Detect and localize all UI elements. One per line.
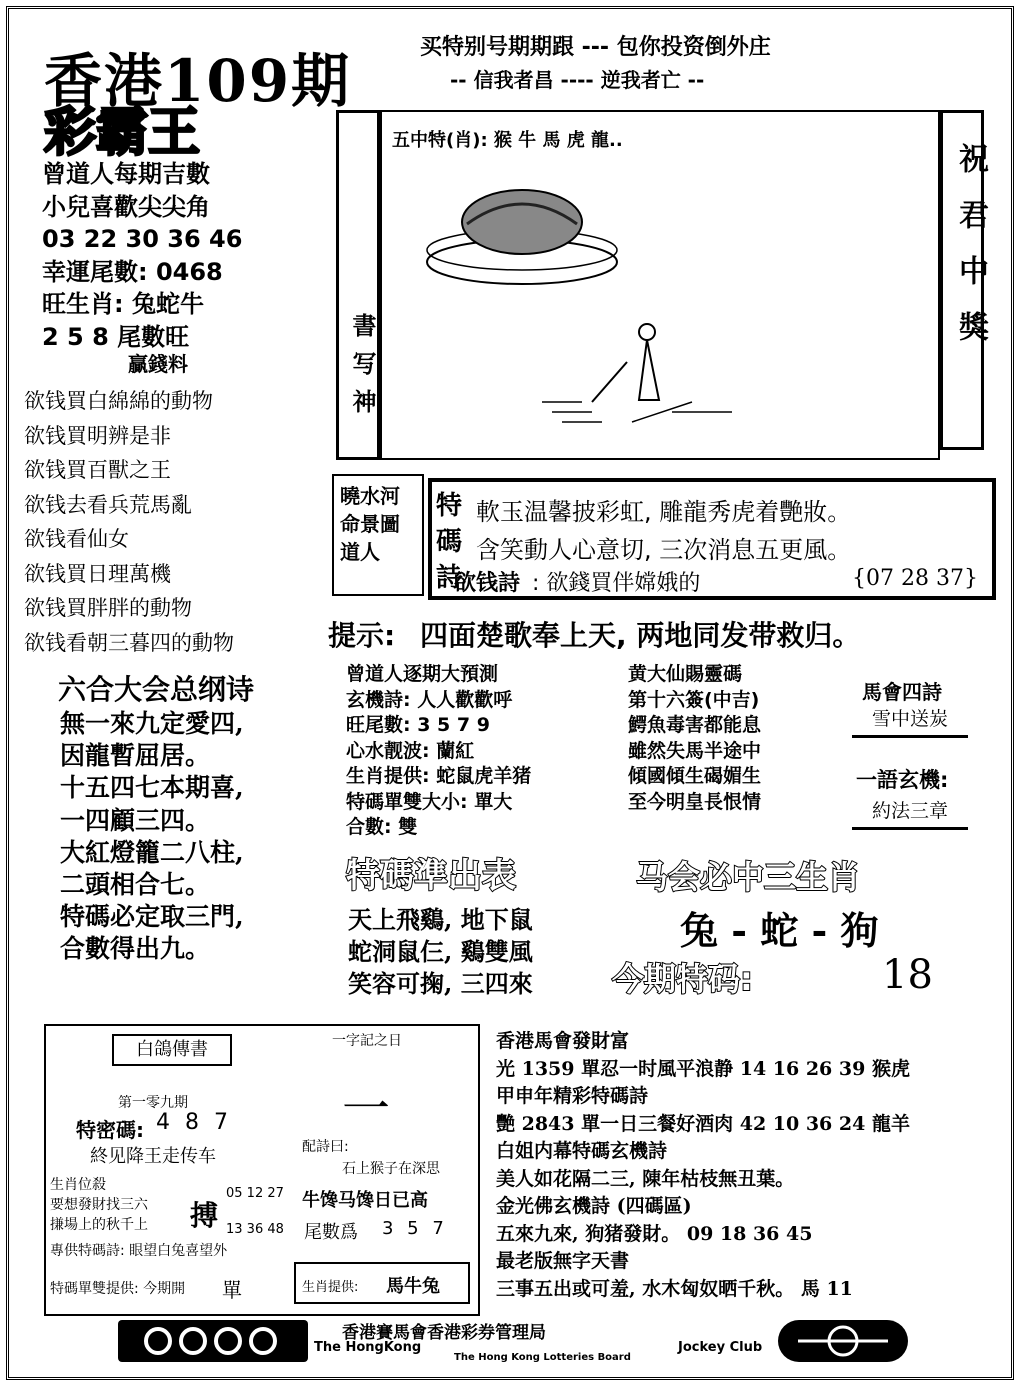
- life-pos-line2: 搛場上的秋千上: [50, 1217, 148, 1233]
- issue-title: 香港109期: [44, 47, 352, 115]
- poem-side-label: 詩: [436, 563, 463, 593]
- footer-en-right: Jockey Club: [678, 1340, 763, 1355]
- win-item: 欲钱買明辨是非: [24, 423, 171, 448]
- summary-poem: [60, 708, 244, 966]
- huang-line: 傾國傾生碣媚生: [628, 765, 762, 787]
- left-vertical-text: 書写神: [348, 313, 377, 427]
- huang-line: 黄大仙賜靈碼: [628, 663, 743, 685]
- bottom-left-panel: [44, 1024, 480, 1316]
- summary-line: 二頭相合七。: [60, 870, 211, 900]
- special-line: 天上飛鷄, 地下鼠: [348, 905, 533, 934]
- win-item: 欲钱買白綿綿的動物: [24, 389, 213, 413]
- prediction-block: [346, 662, 531, 841]
- special-line: 蛇洞鼠仨, 鷄雙風: [348, 937, 533, 966]
- shengxiao-value: 馬牛兔: [386, 1276, 440, 1297]
- summary-line: 大紅燈籠二八柱,: [60, 837, 244, 867]
- bottom-right-line: 最老版無字天書: [496, 1250, 630, 1272]
- footer-en-sub: The Hong Kong Lotteries Board: [454, 1352, 631, 1363]
- life-pos-line1: 要想發財找三六: [50, 1197, 148, 1213]
- horse-poem-title: 馬會四詩: [862, 680, 942, 704]
- mystery-title: 一語玄機:: [856, 768, 949, 792]
- win-item: 欲钱買日理萬機: [24, 561, 171, 586]
- shengxiao-label: 生肖提供:: [302, 1280, 359, 1295]
- bottom-right-block: [496, 1028, 910, 1303]
- stamp-text: 曉水河 命景圖 道人: [340, 484, 400, 564]
- huang-line: 鰐魚毒害都能息: [628, 714, 762, 736]
- illustration-sketch: [412, 162, 912, 452]
- jockey-logo-left: [118, 1320, 308, 1362]
- zodiac-value: 兔 - 蛇 - 狗: [680, 908, 879, 953]
- win-item: 欲钱買胖胖的動物: [24, 596, 192, 620]
- summary-line: 一四顧三四。: [60, 805, 211, 835]
- poem-value: 石上猴子在深思: [342, 1161, 440, 1177]
- shengxiao-box: [294, 1262, 470, 1304]
- bottom-right-line: 金光佛玄機詩 (四碼區): [496, 1195, 692, 1217]
- secret-code-value: 4 8 7: [156, 1110, 232, 1135]
- win-item: 欲钱看朝三暮四的動物: [24, 630, 234, 655]
- picture-caption: 五中特(肖): 猴 牛 馬 虎 龍..: [392, 130, 623, 151]
- slogan-line1: 买特别号期期跟 --- 包你投资倒外庄: [420, 35, 771, 60]
- nums-line2: 13 36 48: [226, 1222, 284, 1237]
- issue-label: 第一零九期: [118, 1095, 188, 1111]
- win-list: [24, 384, 234, 660]
- bottom-right-line: 三事五出或可羞, 水木匈奴晒千秋。 馬 11: [496, 1277, 853, 1300]
- special-table-lines: [348, 904, 533, 1000]
- special-number: 18: [882, 952, 933, 998]
- hint-text: 四面楚歌奉上天, 两地同发带救归。: [420, 619, 861, 652]
- nums-line1: 05 12 27: [226, 1186, 284, 1201]
- left-info-block: [42, 158, 242, 353]
- summary-line: 十五四七本期喜,: [60, 773, 244, 803]
- bottom-right-line: 艷 2843 單一日三餐好酒肉 42 10 36 24 龍羊: [496, 1112, 910, 1135]
- win-title: 贏錢料: [128, 352, 188, 376]
- prediction-line: 生肖提供: 蛇鼠虎羊猪: [346, 765, 532, 787]
- special-line: 笑容可掬, 三四來: [348, 969, 533, 998]
- summary-line: 合數得出九。: [60, 934, 211, 964]
- poem-line3-label: 欲钱詩: [454, 571, 521, 596]
- left-info-line: 曾道人每期吉數: [42, 160, 210, 188]
- logo-swirl-icon: [118, 1320, 308, 1362]
- bottom-right-line: 五來九來, 狗猪發財。 09 18 36 45: [496, 1222, 813, 1245]
- pigeon-title: 白鴿傳書: [112, 1034, 232, 1066]
- summary-line: 因龍暫屈居。: [60, 741, 211, 771]
- dan-label: 特碼單雙提供: 今期開: [50, 1281, 186, 1297]
- footer-cn-name: 香港賽馬會香港彩券管理局: [342, 1323, 546, 1343]
- lotteries-logo-right: [778, 1320, 908, 1362]
- special-number-label: 今期特码:: [612, 960, 753, 998]
- picture-frame: [380, 110, 940, 460]
- life-pos-label: 生肖位殺: [50, 1177, 106, 1193]
- bottom-right-line: 美人如花隔二三, 陳年枯枝無丑葉。: [496, 1167, 795, 1190]
- left-info-line: 小兒喜歡尖尖角: [42, 192, 210, 221]
- mystery-value: 約法三章: [852, 796, 968, 830]
- huang-daxian-block: [628, 662, 761, 815]
- footer: [118, 1320, 908, 1366]
- bottom-right-line: 香港馬會發財富: [496, 1030, 630, 1052]
- bottom-right-line: 甲申年精彩特碼詩: [496, 1085, 649, 1107]
- right-vertical-text: 祝君中獎: [953, 143, 988, 367]
- prediction-line: 合數: 雙: [346, 816, 418, 838]
- bottom-right-line: 白姐内幕特碼玄機詩: [496, 1140, 668, 1162]
- tail-value: 3 5 7: [382, 1218, 448, 1239]
- riddle-line: 專供特碼詩: 眼望白兔喜望外: [50, 1243, 228, 1259]
- win-item: 欲钱看仙女: [24, 527, 129, 551]
- huang-line: 雖然失馬半途中: [628, 739, 762, 762]
- summary-line: 無一來九定愛四,: [60, 709, 244, 738]
- poem-side-label: 特: [436, 491, 463, 521]
- left-info-line: 2 5 8 尾數旺: [42, 322, 190, 351]
- slogan-line2: -- 信我者昌 ---- 逆我者亡 --: [450, 68, 705, 92]
- poem-line1: 軟玉温馨披彩虹, 雕龍秀虎着艷妝。: [476, 498, 852, 526]
- prediction-line: 特碼單雙大小: 單大: [346, 790, 513, 813]
- summary-poem-title: 六合大会总纲诗: [58, 673, 255, 706]
- huang-line: 至今明皇長恨情: [628, 790, 762, 813]
- char-label: 一字記之日: [332, 1033, 402, 1049]
- logo-emblem-icon: [778, 1320, 908, 1362]
- tail-title: 牛馋马馋日已高: [302, 1190, 428, 1211]
- left-info-line: 幸運尾數: 0468: [42, 257, 223, 286]
- left-info-line: 旺生肖: 兔蛇牛: [42, 290, 204, 318]
- poem-line3-numbers: {07 28 37}: [852, 566, 978, 591]
- prediction-line: 玄機詩: 人人歡歡呼: [346, 688, 513, 711]
- prediction-line: 曾道人逐期大預測: [346, 663, 499, 685]
- poem-line2: 含笑動人心意切, 三次消息五更風。: [476, 536, 852, 564]
- poem-box: [428, 478, 996, 600]
- prediction-line: 心水靓波: 蘭紅: [346, 739, 475, 762]
- special-table-title: 特碼準出表: [346, 856, 516, 896]
- poem-line3-text: : 欲錢買伴嫦娥的: [532, 571, 701, 596]
- bo-char: 搏: [190, 1199, 219, 1232]
- stamp-box: [332, 474, 424, 596]
- char-value: 一: [342, 1081, 391, 1137]
- zodiac-title: 马会必中三生肖: [636, 858, 861, 896]
- hint-label: 提示:: [328, 619, 396, 652]
- huang-line: 第十六簽(中吉): [628, 688, 760, 711]
- right-vertical-frame: [940, 110, 988, 450]
- footer-en-left: The HongKong: [314, 1340, 422, 1355]
- pigeon-phrase: 終见降王走传车: [90, 1146, 216, 1167]
- poem-label: 配詩曰:: [302, 1139, 349, 1155]
- poem-side-label: 碼: [436, 527, 463, 557]
- left-vertical-frame: [336, 110, 380, 460]
- brand-title: 彩霸王: [44, 103, 201, 163]
- win-item: 欲钱買百獸之王: [24, 458, 171, 482]
- secret-code-label: 特密碼:: [76, 1118, 144, 1142]
- summary-line: 特碼必定取三門,: [60, 902, 244, 932]
- bottom-right-line: 光 1359 單忍一时風平浪静 14 16 26 39 猴虎: [496, 1057, 910, 1080]
- dan-value: 單: [222, 1278, 242, 1302]
- horse-poem-value: 雪中送炭: [852, 704, 968, 738]
- left-info-line: 03 22 30 36 46: [42, 225, 243, 253]
- win-item: 欲钱去看兵荒馬亂: [24, 492, 192, 517]
- tail-label: 尾數爲: [304, 1222, 358, 1243]
- prediction-line: 旺尾數: 3 5 7 9: [346, 714, 490, 736]
